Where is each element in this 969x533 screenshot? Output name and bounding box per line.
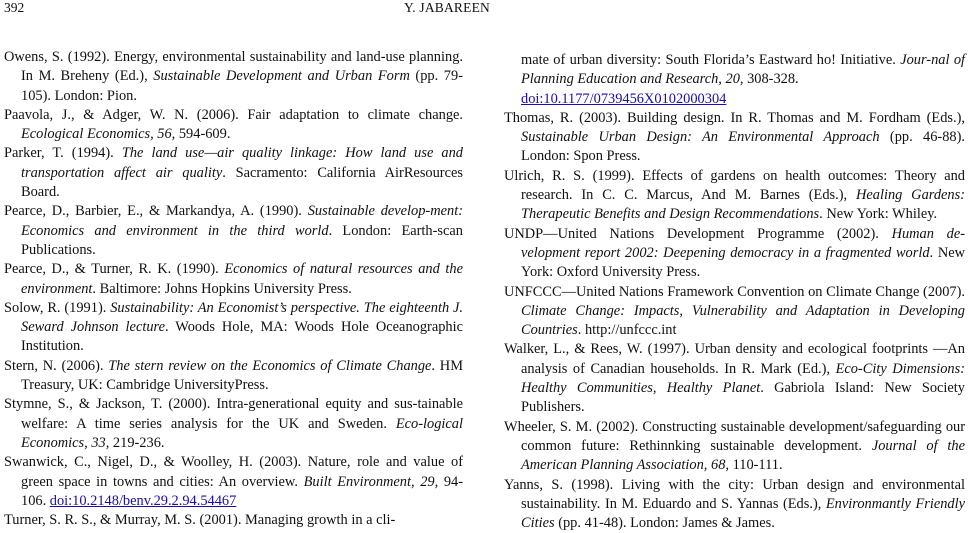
reference-entry bbox=[504, 167, 965, 225]
running-head: Y. JABAREEN bbox=[404, 0, 490, 15]
reference-title: Sustainable Urban Design: An Environmental Approach bbox=[521, 129, 880, 146]
reference-title: Sustainability: An Economist’s perspective. The eighteenth J. Seward Johnson lecture bbox=[21, 299, 464, 336]
reference-entry bbox=[504, 476, 965, 533]
reference-title: Eco-logical Economics, 33, bbox=[21, 415, 463, 451]
reference-text: Pearce, D., & Turner, R. K. (1990). bbox=[4, 261, 225, 278]
reference-title: The land use—air quality linkage: How land use and transportation affect air quality bbox=[21, 145, 463, 181]
reference-column-left bbox=[4, 48, 463, 530]
reference-entry-continued bbox=[504, 51, 965, 109]
reference-text: Pearce, D., Barbier, E., & Markandya, A. (1990). bbox=[4, 203, 308, 220]
reference-entry bbox=[4, 202, 463, 260]
reference-title: Journal of the American Planning Association, 68, bbox=[521, 437, 965, 474]
reference-entry bbox=[4, 357, 463, 396]
reference-text: . Gabriola Island: New Society Publishers. bbox=[521, 380, 965, 416]
reference-text: Ulrich, R. S. (1999). Effects of gardens on health outcomes: Theory and research. In C. C. Marcus, And M. Barnes (Eds.), bbox=[504, 167, 965, 204]
reference-text: mate of urban diversity: South Florida’s Eastward ho! Initiative. bbox=[521, 52, 901, 68]
reference-text: Paavola, J., & Adger, W. N. (2006). Fair adaptation to climate change. bbox=[4, 106, 463, 123]
reference-text: Stern, N. (2006). bbox=[4, 357, 109, 374]
page-number: 392 bbox=[4, 0, 25, 15]
reference-title: Sustainable develop-ment: Economics and environment in the third world bbox=[21, 203, 463, 239]
reference-entry bbox=[4, 511, 463, 530]
reference-text: UNFCCC—United Nations Framework Convention on Climate Change (2007). bbox=[504, 283, 965, 300]
doi-link[interactable]: doi:10.1177/0739456X0102000304 bbox=[521, 90, 727, 107]
reference-text: (pp. 79-105). London: Pion. bbox=[21, 68, 463, 104]
reference-text: . Sacramento: California AirResources Board. bbox=[21, 164, 463, 201]
reference-title: The stern review on the Economics of Climate Change bbox=[108, 357, 432, 374]
reference-text: Stymne, S., & Jackson, T. (2000). Intra-generational equity and sus-tainable welfare: A time series analysis for the UK and Sweden. bbox=[4, 396, 463, 432]
reference-text: 308-328. bbox=[743, 71, 799, 88]
reference-title: Eco-City Dimensions: Healthy Communities, Healthy Planet bbox=[521, 360, 966, 397]
reference-text: Yanns, S. (1998). Living with the city: Urban design and environmental sustainability. In M. Eduardo and S. Yannas (Eds.), bbox=[504, 476, 965, 512]
reference-text: 94-106. bbox=[21, 473, 464, 509]
reference-text: . New York: Oxford University Press. bbox=[521, 244, 965, 281]
reference-text: Wheeler, S. M. (2002). Constructing sustainable development/safeguarding our common future: Rethinnking sustainable development. bbox=[504, 418, 965, 454]
reference-title: Ecological Economics, 56, bbox=[21, 126, 176, 143]
reference-column-right bbox=[504, 51, 965, 533]
reference-text: . Baltimore: Johns Hopkins University Press. bbox=[92, 280, 352, 297]
reference-text: Solow, R. (1991). bbox=[4, 299, 111, 316]
reference-text: . http://unfccc.int bbox=[577, 322, 677, 339]
reference-entry bbox=[504, 225, 965, 283]
reference-entry bbox=[4, 48, 463, 106]
reference-text: Walker, L., & Rees, W. (1997). Urban density and ecological footprints —An analysis of Canadian households. In R. Mark (Ed.), bbox=[504, 341, 965, 377]
reference-entry bbox=[4, 106, 463, 145]
reference-title: Human de-velopment report 2002: Deepening democracy in a fragmented world bbox=[521, 225, 966, 261]
reference-text: (pp. 46-88). London: Spon Press. bbox=[521, 129, 965, 165]
reference-text: Swanwick, C., Nigel, D., & Woolley, H. (2003). Nature, role and value of green space in towns and cities: An overview. bbox=[4, 454, 463, 490]
reference-title: Sustainable Development and Urban Form bbox=[153, 68, 410, 85]
reference-text: . New York: Whiley. bbox=[819, 206, 938, 223]
reference-title: Jour-nal of Planning Education and Research, 20, bbox=[521, 52, 966, 88]
reference-text: . London: Earth-scan Publications. bbox=[21, 222, 463, 258]
reference-text: 219-236. bbox=[109, 434, 165, 451]
reference-entry bbox=[4, 144, 463, 202]
reference-text: Parker, T. (1994). bbox=[4, 145, 122, 162]
reference-text: . HM Treasury, UK: Cambridge UniversityPress. bbox=[21, 357, 463, 394]
reference-entry bbox=[504, 283, 965, 341]
page-header bbox=[0, 0, 969, 22]
reference-title: Climate Change: Impacts, Vulnerability and Adaptation in Developing Countries bbox=[521, 302, 965, 339]
reference-text: 110-111. bbox=[728, 457, 783, 474]
reference-entry bbox=[4, 453, 463, 511]
reference-title: Economics of natural resources and the environment bbox=[21, 261, 463, 297]
reference-title: Built Environment, 29, bbox=[303, 473, 439, 490]
reference-text: Thomas, R. (2003). Building design. In R. Thomas and M. Fordham (Eds.), bbox=[504, 109, 965, 126]
reference-title: Healing Gardens: Therapeutic Benefits and Design Recommendations bbox=[521, 187, 965, 223]
reference-text: Turner, S. R. S., & Murray, M. S. (2001). Managing growth in a cli- bbox=[4, 512, 396, 529]
doi-link[interactable]: doi:10.2148/benv.29.2.94.54467 bbox=[49, 492, 237, 509]
reference-entry bbox=[4, 299, 463, 357]
reference-text: . Woods Hole, MA: Woods Hole Oceanographic Institution. bbox=[21, 319, 463, 355]
reference-text: 594-609. bbox=[175, 126, 231, 143]
reference-entry bbox=[504, 109, 965, 167]
reference-entry bbox=[504, 418, 965, 476]
reference-entry bbox=[4, 395, 463, 453]
reference-text: Owens, S. (1992). Energy, environmental sustainability and land-use planning. In M. Breheny (Ed.), bbox=[4, 49, 463, 85]
reference-entry bbox=[4, 260, 463, 299]
reference-text: (pp. 41-48). London: James & James. bbox=[554, 515, 775, 532]
reference-title: Environmantly Friendly Cities bbox=[521, 495, 965, 532]
reference-text: UNDP—United Nations Development Programme (2002). bbox=[504, 225, 892, 242]
reference-entry bbox=[504, 340, 965, 417]
